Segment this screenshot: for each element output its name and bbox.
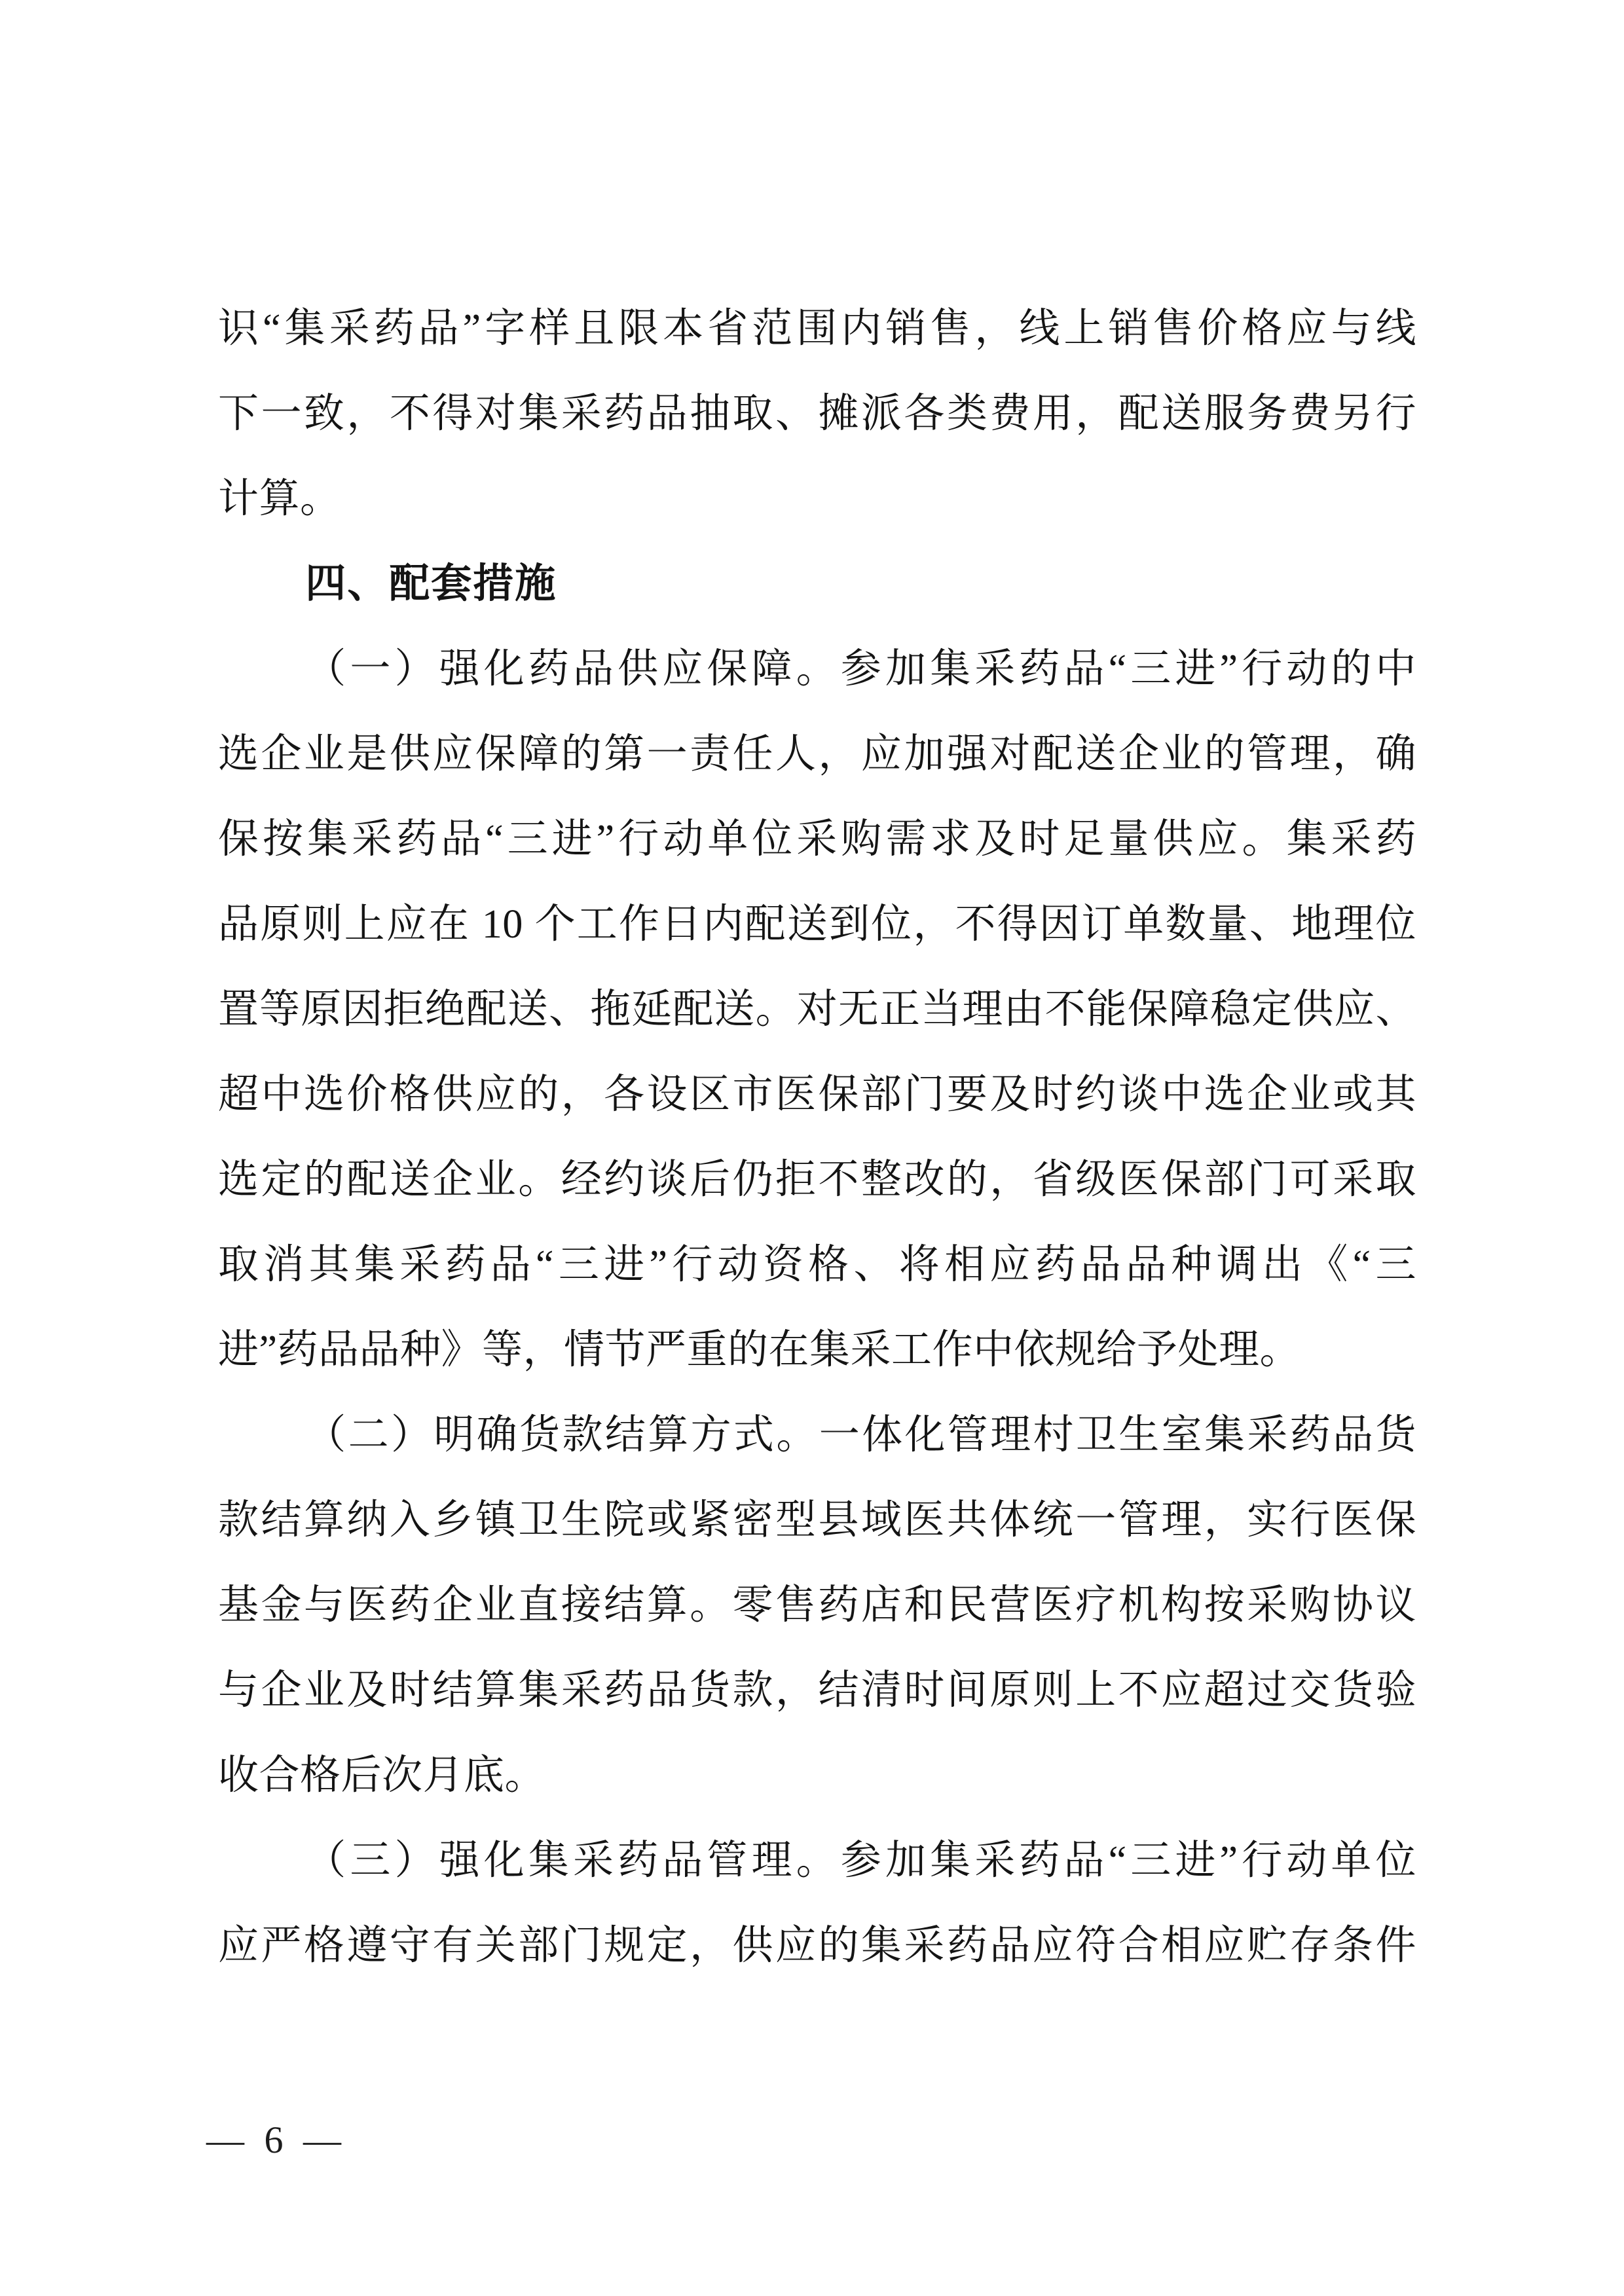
text-line: 选定的配送企业。经约谈后仍拒不整改的，省级医保部门可采取 bbox=[218, 1157, 1416, 1202]
text-line: （三）强化集采药品管理。参加集采药品“三进”行动单位 bbox=[305, 1838, 1416, 1883]
text-line: 置等原因拒绝配送、拖延配送。对无正当理由不能保障稳定供应、 bbox=[218, 987, 1416, 1032]
text-line: 款结算纳入乡镇卫生院或紧密型县域医共体统一管理，实行医保 bbox=[218, 1498, 1416, 1542]
page-number: — 6 — bbox=[206, 2119, 346, 2161]
text-line: 计算。 bbox=[218, 477, 341, 521]
text-line: 进”药品品种》等，情节严重的在集采工作中依规给予处理。 bbox=[218, 1328, 1301, 1372]
text-line: （一）强化药品供应保障。参加集采药品“三进”行动的中 bbox=[305, 647, 1416, 691]
text-line: 保按集采药品“三进”行动单位采购需求及时足量供应。集采药 bbox=[218, 817, 1416, 862]
text-line: 应严格遵守有关部门规定，供应的集采药品应符合相应贮存条件 bbox=[218, 1923, 1416, 1968]
text-line: 品原则上应在 10 个工作日内配送到位，不得因订单数量、地理位 bbox=[218, 902, 1416, 947]
text-line: 选企业是供应保障的第一责任人，应加强对配送企业的管理，确 bbox=[218, 732, 1416, 776]
section-heading: 四、配套措施 bbox=[305, 561, 557, 606]
text-line: 下一致，不得对集采药品抽取、摊派各类费用，配送服务费另行 bbox=[218, 392, 1416, 436]
text-line: 与企业及时结算集采药品货款，结清时间原则上不应超过交货验 bbox=[218, 1668, 1416, 1713]
document-body bbox=[218, 286, 1416, 1988]
text-line: （二）明确货款结算方式。一体化管理村卫生室集采药品货 bbox=[305, 1413, 1416, 1457]
text-line: 基金与医药企业直接结算。零售药店和民营医疗机构按采购协议 bbox=[218, 1583, 1416, 1628]
text-line: 超中选价格供应的，各设区市医保部门要及时约谈中选企业或其 bbox=[218, 1072, 1416, 1117]
text-line: 识“集采药品”字样且限本省范围内销售，线上销售价格应与线 bbox=[218, 306, 1416, 351]
text-line: 取消其集采药品“三进”行动资格、将相应药品品种调出《“三 bbox=[218, 1243, 1416, 1287]
text-line: 收合格后次月底。 bbox=[218, 1753, 546, 1798]
